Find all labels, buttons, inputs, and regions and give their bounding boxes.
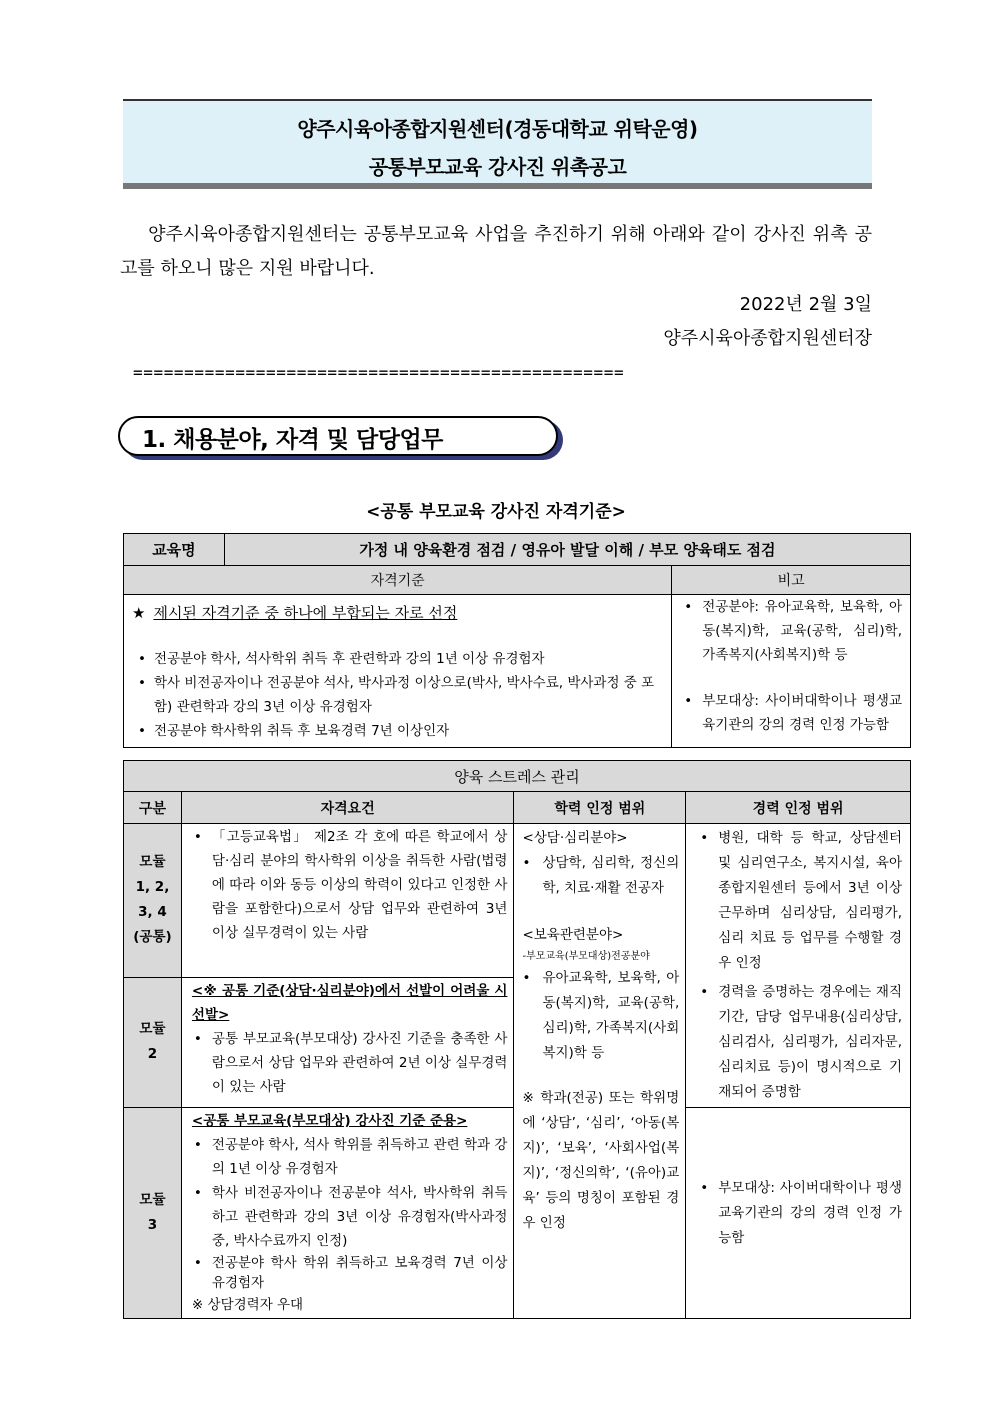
list-item: • 「고등교육법」 제2조 각 호에 따른 학교에서 상담·심리 분야의 학사학위 이상을 취득한 사람(법령에 따라 이와 동등 이상의 학력이 있다고 인정한 사람을 포함한다)으로서 상담 업무와 관련하여 3년 이상 실무경력이 있는 사람 [186, 825, 508, 945]
intro-paragraph [120, 218, 872, 286]
module-3-req-cell [181, 1108, 514, 1319]
list-item: • 부모대상: 사이버대학이나 평생교육기관의 강의 경력 인정 가능함 [676, 689, 902, 737]
module-3-req-list [186, 1133, 508, 1293]
announcement-date: 2022년 2월 3일 [739, 294, 872, 315]
module-2-label [124, 977, 182, 1107]
module-2-label-text: 모듈 2 [139, 1021, 166, 1063]
edu-list-2 [522, 966, 679, 1066]
stress-management-table [123, 760, 911, 1319]
list-item: • 상담학, 심리학, 정신의학, 치료·재활 전공자 [522, 851, 679, 901]
edu-head-1: <상담·심리분야> [522, 830, 628, 846]
list-item: • 전공분야 학사, 석사 학위를 취득하고 관련 학과 강의 1년 이상 유경험자 [186, 1133, 508, 1181]
module-1-label-text: 모듈 1, 2, 3, 4 (공통) [133, 854, 172, 946]
col-req-header: 자격요건 [181, 792, 514, 824]
list-item: • 전공분야: 유아교육학, 보육학, 아동(복지)학, 교육(공학, 심리)학, 가족복지(사회복지)학 등 [676, 595, 902, 667]
list-item: • 전공분야 학사학위 취득 후 보육경력 7년 이상인자 [130, 719, 665, 743]
intro-text: 양주시육아종합지원센터는 공통부모교육 사업을 추진하기 위해 아래와 같이 강사진 위촉 공고를 하오니 많은 지원 바랍니다. [120, 224, 872, 279]
criteria-cell [124, 595, 672, 748]
module-1-req-list [186, 825, 508, 945]
title-line-2: 공통부모교육 강사진 위촉공고 [368, 155, 627, 179]
list-item: • 공통 부모교육(부모대상) 강사진 기준을 충족한 사람으로서 상담 업무와 관련하여 2년 이상 실무경력이 있는 사람 [186, 1027, 508, 1099]
edu-small-note: -부모교육(부모대상)전공분야 [522, 951, 650, 962]
module-3-label [124, 1108, 182, 1319]
list-item: • 병원, 대학 등 학교, 상담센터 및 심리연구소, 복지시설, 육아종합지원센터 등에서 3년 이상 근무하며 심리상담, 심리평가, 심리 치료 등 업무를 수행할 경우 인정 [692, 826, 902, 976]
module-2-head: <※ 공통 기준(상담·심리분야)에서 선발이 어려울 시 선발> [191, 982, 508, 1023]
edu-list-1 [522, 851, 679, 901]
list-item: • 경력을 증명하는 경우에는 재직기간, 담당 업무내용(심리상담, 심리검사, 심리평가, 심리자문, 심리치료 등)이 명시적으로 기재되어 증명함 [692, 980, 902, 1105]
criteria-star-text: 제시된 자격기준 중 하나에 부합되는 자로 선정 [153, 604, 458, 622]
career-range-cell [686, 824, 911, 1108]
col-edu-header: 학력 인정 범위 [514, 792, 686, 824]
course-name-cell [224, 534, 910, 566]
edu-range-cell [514, 824, 686, 1319]
title-line-1: 양주시육아종합지원센터(경동대학교 위탁운영) [297, 117, 698, 141]
module-3-note: ※ 상담경력자 우대 [191, 1297, 304, 1313]
col-type-header: 구분 [124, 792, 182, 824]
module-1-req-cell [181, 824, 514, 978]
list-item: • 유아교육학, 보육학, 아동(복지)학, 교육(공학, 심리)학, 가족복지(사회복지)학 등 [522, 966, 679, 1066]
divider-line: ================================================ [133, 363, 625, 382]
module-3-head: <공통 부모교육(부모대상) 강사진 기준 준용> [191, 1113, 468, 1129]
edu-head-2: <보육관련분야> [522, 927, 624, 943]
module-2-req-cell [181, 977, 514, 1107]
list-item: • 부모대상: 사이버대학이나 평생교육기관의 강의 경력 인정 가능함 [692, 1176, 902, 1251]
list-item: • 전공분야 학사 학위 취득하고 보육경력 7년 이상 유경험자 [186, 1253, 508, 1293]
section-heading-1 [118, 416, 558, 456]
criteria-header: 자격기준 [124, 566, 672, 595]
career-range-cell-3 [686, 1108, 911, 1319]
criteria-list [130, 647, 665, 743]
announcement-sender: 양주시육아종합지원센터장 [663, 328, 872, 349]
stress-section-title: 양육 스트레스 관리 [124, 761, 911, 792]
module-1-label [124, 824, 182, 978]
list-item: • 학사 비전공자이나 전공분야 석사, 박사과정 이상으로(박사, 박사수료, 박사과정 중 포함) 관련학과 강의 3년 이상 유경험자 [130, 671, 665, 719]
col-career-header: 경력 인정 범위 [686, 792, 911, 824]
module-3-label-text: 모듈 3 [139, 1192, 166, 1233]
criteria-star-line [132, 601, 665, 625]
edu-note: ※ 학과(전공) 또는 학위명에 ‘상담’, ‘심리’, ‘아동(복지)’, ‘보육’, ‘사회사업(복지)’, ‘정신의학’, ‘(유아)교육’ 등의 명칭이 포함된 경우 인정 [522, 1090, 680, 1231]
course-label: 교육명 [152, 541, 196, 559]
course-name: 가정 내 양육환경 점검 / 영유아 발달 이해 / 부모 양육태도 점검 [359, 541, 776, 559]
note-header: 비고 [672, 566, 911, 595]
list-item: • 전공분야 학사, 석사학위 취득 후 관련학과 강의 1년 이상 유경험자 [130, 647, 665, 671]
course-label-cell [124, 534, 225, 566]
list-item: • 학사 비전공자이나 전공분야 석사, 박사학위 취득하고 관련학과 강의 3년 이상 유경험자(박사과정 중, 박사수료까지 인정) [186, 1181, 508, 1253]
career-list [692, 826, 902, 1105]
module-2-req-list [186, 1027, 508, 1099]
note-list [676, 595, 902, 737]
career-list-3 [692, 1176, 902, 1251]
table-caption: <공통 부모교육 강사진 자격기준> [366, 502, 626, 522]
note-cell [672, 595, 911, 748]
document-title-box [123, 99, 872, 189]
section-heading-1-text: 1. 채용분야, 자격 및 담당업무 [142, 427, 443, 453]
star-icon: ★ [132, 604, 146, 622]
qualification-table [123, 533, 911, 748]
